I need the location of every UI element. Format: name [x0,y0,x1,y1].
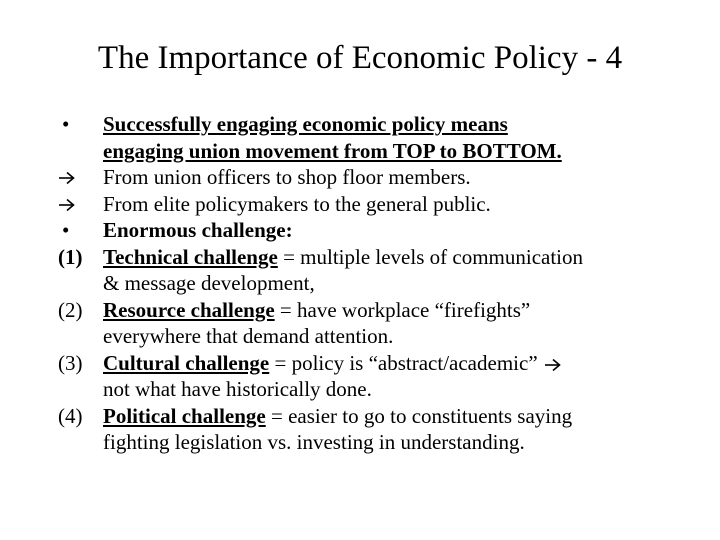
item-text: From union officers to shop floor members. [103,165,471,189]
challenge-term: Political challenge [103,403,266,428]
right-arrow-icon [58,164,76,191]
challenge-description: = multiple levels of communication [277,244,584,269]
right-arrow-icon [58,191,76,218]
challenge-term: Technical challenge [103,244,278,269]
list-item [58,244,698,297]
list-item [58,164,698,191]
item-number: (2) [58,297,83,322]
item-text: Enormous challenge: [103,218,293,242]
challenge-description: = have workplace “firefights” [274,297,531,322]
item-continuation: & message development, [103,271,315,295]
list-item [58,403,698,456]
item-number: (4) [58,403,83,428]
list-item [58,350,698,403]
item-text-line: engaging union movement from TOP to BOTTOM. [103,138,562,163]
list-item [58,297,698,350]
right-arrow-icon [544,351,562,375]
list-item [58,111,698,164]
item-number: (1) [58,244,83,269]
slide-title: The Importance of Economic Policy - 4 [97,40,623,76]
challenge-term: Cultural challenge [103,350,270,375]
bullet-marker: • [62,112,70,136]
challenge-description: = easier to go to constituents saying [265,403,573,428]
item-text-line: Successfully engaging economic policy means [103,112,508,136]
list-item [58,217,698,244]
challenge-description: = policy is “abstract/academic” [269,350,538,375]
bullet-marker: • [62,218,70,242]
slide-body [58,111,698,456]
item-number: (3) [58,350,83,375]
item-continuation: everywhere that demand attention. [103,324,394,348]
list-item [58,191,698,218]
challenge-term: Resource challenge [103,297,275,322]
item-text: From elite policymakers to the general public. [103,191,491,216]
item-continuation: not what have historically done. [103,377,372,401]
item-continuation: fighting legislation vs. investing in understanding. [103,430,525,454]
